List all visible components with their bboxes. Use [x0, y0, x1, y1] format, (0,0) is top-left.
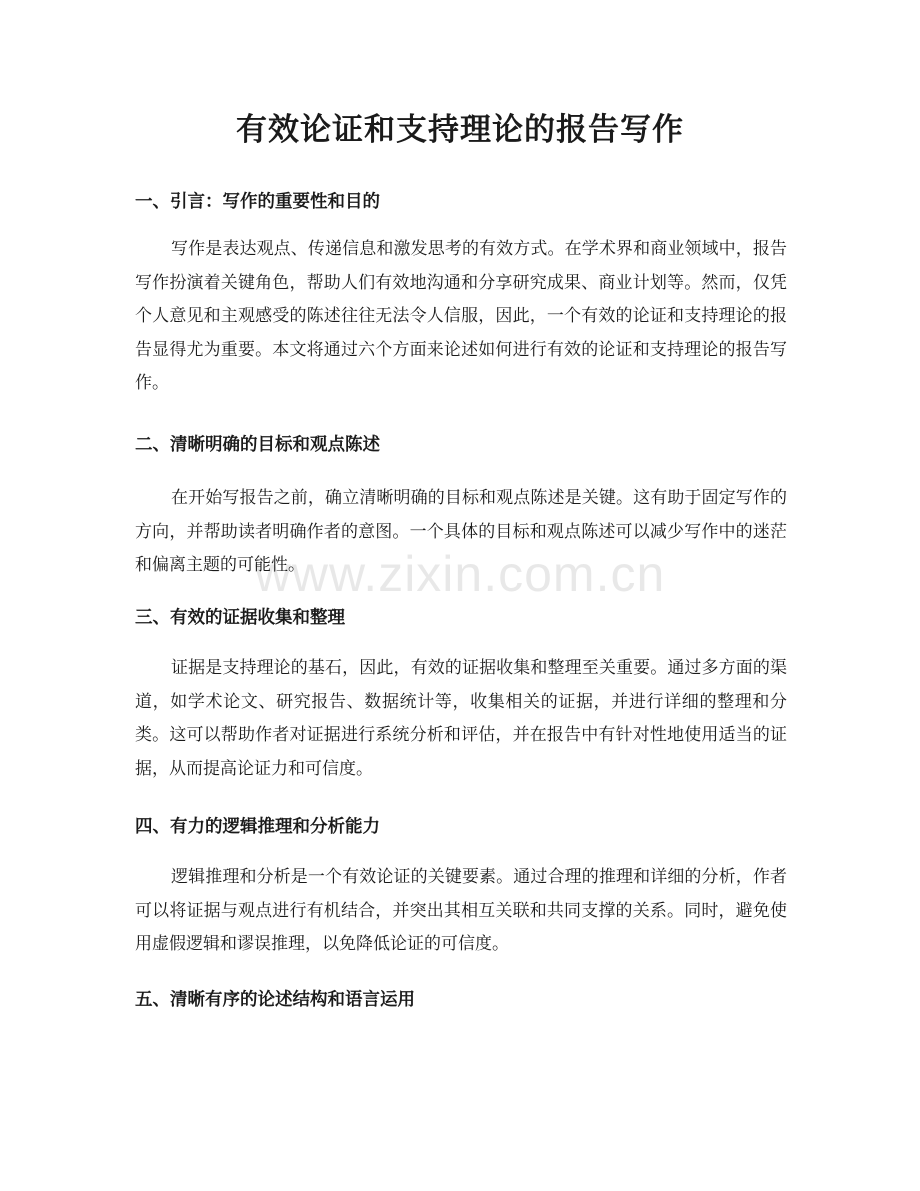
section-heading-2: 二、清晰明确的目标和观点陈述	[135, 435, 380, 455]
section-heading-4: 四、有力的逻辑推理和分析能力	[135, 817, 380, 837]
document-title: 有效论证和支持理论的报告写作	[236, 112, 684, 148]
section-paragraph-1: 写作是表达观点、传递信息和激发思考的有效方式。在学术界和商业领域中，报告写作扮演着关键角色，帮助人们有效地沟通和分享研究成果、商业计划等。然而，仅凭个人意见和主观感受的陈述往往无法令人信服，因此，一个有效的论证和支持理论的报告显得尤为重要。本文将通过六个方面来论述如何进行有效的论证和支持理论的报告写作。	[135, 239, 787, 393]
watermark: www.zixin.com.cn	[254, 546, 666, 602]
section-heading-5: 五、清晰有序的论述结构和语言运用	[135, 990, 415, 1010]
section-paragraph-4: 逻辑推理和分析是一个有效论证的关键要素。通过合理的推理和详细的分析，作者可以将证据与观点进行有机结合，并突出其相互关联和共同支撑的关系。同时，避免使用虚假逻辑和谬误推理，以免降低论证的可信度。	[135, 867, 787, 954]
section-heading-1: 一、引言：写作的重要性和目的	[135, 192, 380, 212]
section-paragraph-3: 证据是支持理论的基石，因此，有效的证据收集和整理至关重要。通过多方面的渠道，如学术论文、研究报告、数据统计等，收集相关的证据，并进行详细的整理和分类。这可以帮助作者对证据进行系统分析和评估，并在报告中有针对性地使用适当的证据，从而提高论证力和可信度。	[135, 658, 787, 779]
section-paragraph-2: 在开始写报告之前，确立清晰明确的目标和观点陈述是关键。这有助于固定写作的方向，并帮助读者明确作者的意图。一个具体的目标和观点陈述可以减少写作中的迷茫和偏离主题的可能性。	[135, 488, 787, 575]
section-heading-3: 三、有效的证据收集和整理	[135, 608, 345, 628]
